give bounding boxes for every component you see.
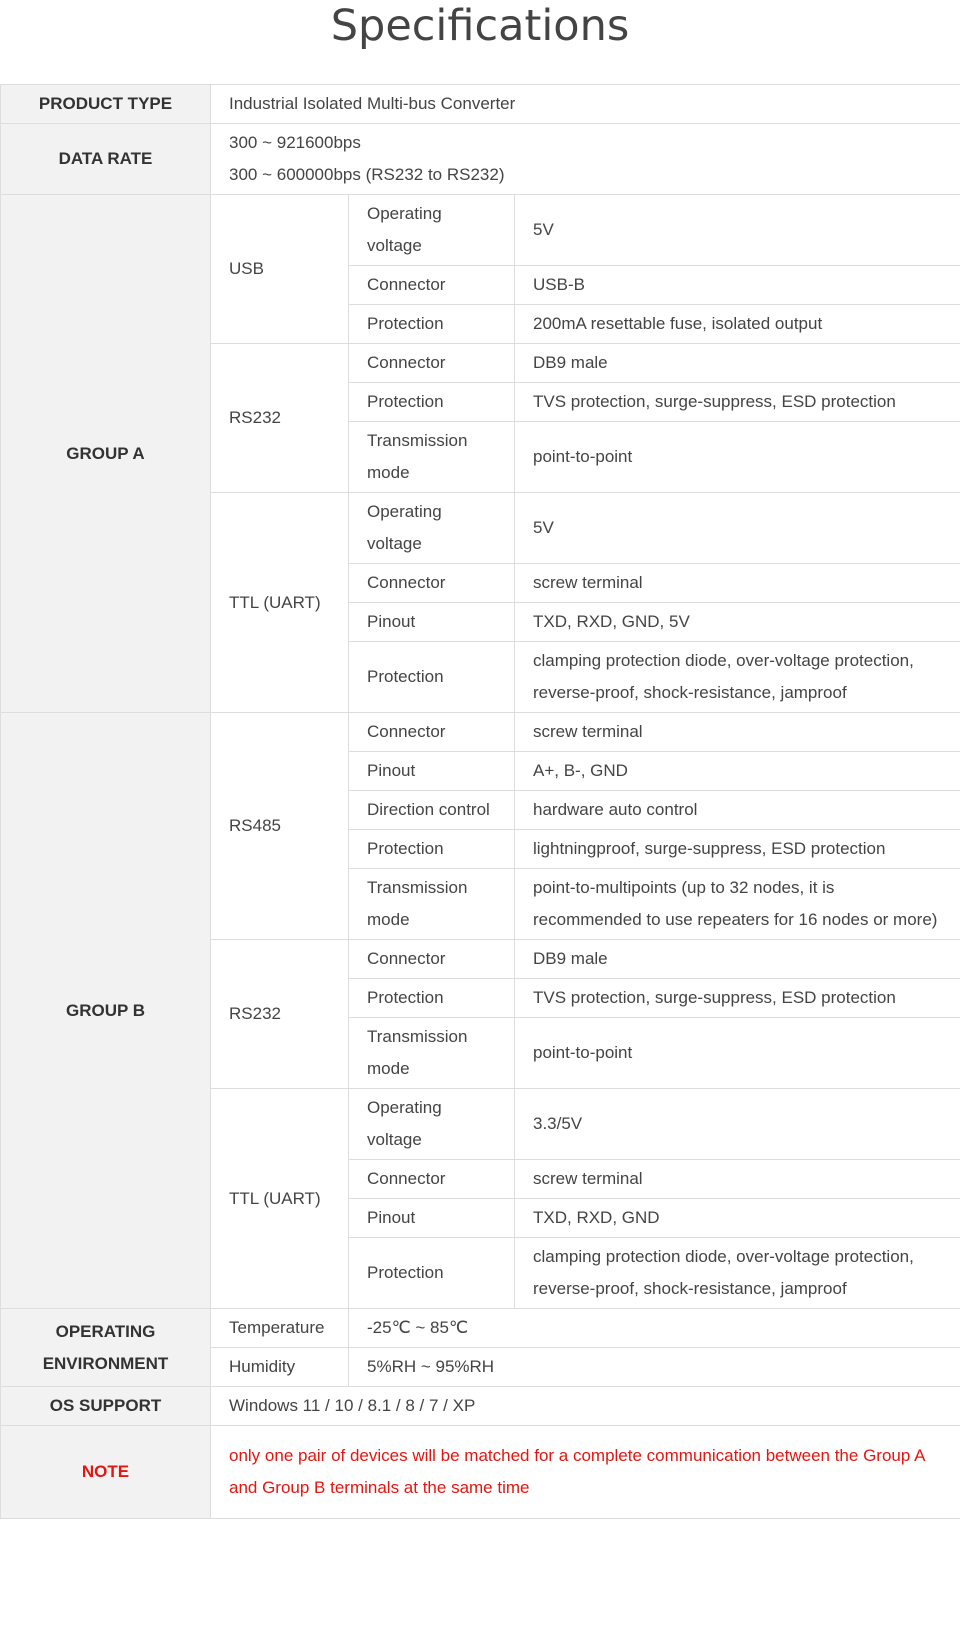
spec-key: Protection xyxy=(349,830,515,869)
env-key: Temperature xyxy=(211,1309,349,1348)
spec-value: 5V xyxy=(515,493,960,564)
spec-key: Pinout xyxy=(349,752,515,791)
row-header-product-type: PRODUCT TYPE xyxy=(1,85,211,124)
spec-key: Transmission mode xyxy=(349,1018,515,1089)
spec-table-wrapper xyxy=(0,84,960,1641)
spec-value: DB9 male xyxy=(515,940,960,979)
spec-key: Protection xyxy=(349,979,515,1018)
interface-name: RS485 xyxy=(211,713,349,940)
spec-key: Operating voltage xyxy=(349,1089,515,1160)
os-support-value: Windows 11 / 10 / 8.1 / 8 / 7 / XP xyxy=(211,1387,960,1426)
spec-value: point-to-multipoints (up to 32 nodes, it is recommended to use repeaters for 16 nodes or more) xyxy=(515,869,960,940)
spec-key: Protection xyxy=(349,642,515,713)
spec-value: point-to-point xyxy=(515,1018,960,1089)
spec-key: Pinout xyxy=(349,1199,515,1238)
row-header-operating-environment: OPERATING ENVIRONMENT xyxy=(1,1309,211,1387)
table-row xyxy=(1,1387,960,1426)
row-header-note: NOTE xyxy=(1,1426,211,1519)
row-header-group-a: GROUP A xyxy=(1,195,211,713)
data-rate-line-2: 300 ~ 600000bps (RS232 to RS232) xyxy=(229,165,505,184)
spec-value: TXD, RXD, GND xyxy=(515,1199,960,1238)
spec-key: Protection xyxy=(349,383,515,422)
table-row xyxy=(1,713,960,752)
spec-key: Operating voltage xyxy=(349,493,515,564)
env-value: 5%RH ~ 95%RH xyxy=(349,1348,960,1387)
spec-value: 5V xyxy=(515,195,960,266)
row-header-os-support: OS SUPPORT xyxy=(1,1387,211,1426)
interface-name: TTL (UART) xyxy=(211,493,349,713)
spec-key: Connector xyxy=(349,940,515,979)
spec-value: TVS protection, surge-suppress, ESD protection xyxy=(515,979,960,1018)
page-title: Specifications xyxy=(330,1,630,51)
spec-value: point-to-point xyxy=(515,422,960,493)
spec-value: 200mA resettable fuse, isolated output xyxy=(515,305,960,344)
spec-key: Transmission mode xyxy=(349,869,515,940)
table-row xyxy=(1,1426,960,1519)
spec-key: Pinout xyxy=(349,603,515,642)
interface-name: RS232 xyxy=(211,940,349,1089)
row-header-data-rate: DATA RATE xyxy=(1,124,211,195)
row-header-group-b: GROUP B xyxy=(1,713,211,1309)
table-row xyxy=(1,1309,960,1348)
spec-key: Connector xyxy=(349,713,515,752)
spec-key: Direction control xyxy=(349,791,515,830)
spec-value: TVS protection, surge-suppress, ESD protection xyxy=(515,383,960,422)
data-rate-value xyxy=(211,124,960,195)
table-row xyxy=(1,85,960,124)
env-value: -25℃ ~ 85℃ xyxy=(349,1309,960,1348)
interface-name: RS232 xyxy=(211,344,349,493)
spec-value: 3.3/5V xyxy=(515,1089,960,1160)
env-key: Humidity xyxy=(211,1348,349,1387)
product-type-value: Industrial Isolated Multi-bus Converter xyxy=(211,85,960,124)
spec-value: hardware auto control xyxy=(515,791,960,830)
spec-key: Protection xyxy=(349,1238,515,1309)
spec-value: clamping protection diode, over-voltage protection, reverse-proof, shock-resistance, jamproof xyxy=(515,642,960,713)
spec-value: screw terminal xyxy=(515,1160,960,1199)
interface-name: USB xyxy=(211,195,349,344)
spec-key: Connector xyxy=(349,1160,515,1199)
spec-value: clamping protection diode, over-voltage protection, reverse-proof, shock-resistance, jamproof xyxy=(515,1238,960,1309)
spec-value: lightningproof, surge-suppress, ESD protection xyxy=(515,830,960,869)
spec-value: screw terminal xyxy=(515,564,960,603)
spec-key: Protection xyxy=(349,305,515,344)
spec-key: Operating voltage xyxy=(349,195,515,266)
spec-table xyxy=(0,84,960,1519)
spec-value: A+, B-, GND xyxy=(515,752,960,791)
note-value: only one pair of devices will be matched for a complete communication between the Group A and Group B terminals at the same time xyxy=(211,1426,960,1519)
table-row xyxy=(1,195,960,266)
data-rate-line-1: 300 ~ 921600bps xyxy=(229,133,361,152)
spec-key: Transmission mode xyxy=(349,422,515,493)
interface-name: TTL (UART) xyxy=(211,1089,349,1309)
spec-key: Connector xyxy=(349,564,515,603)
spec-value: screw terminal xyxy=(515,713,960,752)
spec-key: Connector xyxy=(349,266,515,305)
spec-value: TXD, RXD, GND, 5V xyxy=(515,603,960,642)
table-row xyxy=(1,124,960,195)
spec-key: Connector xyxy=(349,344,515,383)
spec-value: USB-B xyxy=(515,266,960,305)
spec-value: DB9 male xyxy=(515,344,960,383)
